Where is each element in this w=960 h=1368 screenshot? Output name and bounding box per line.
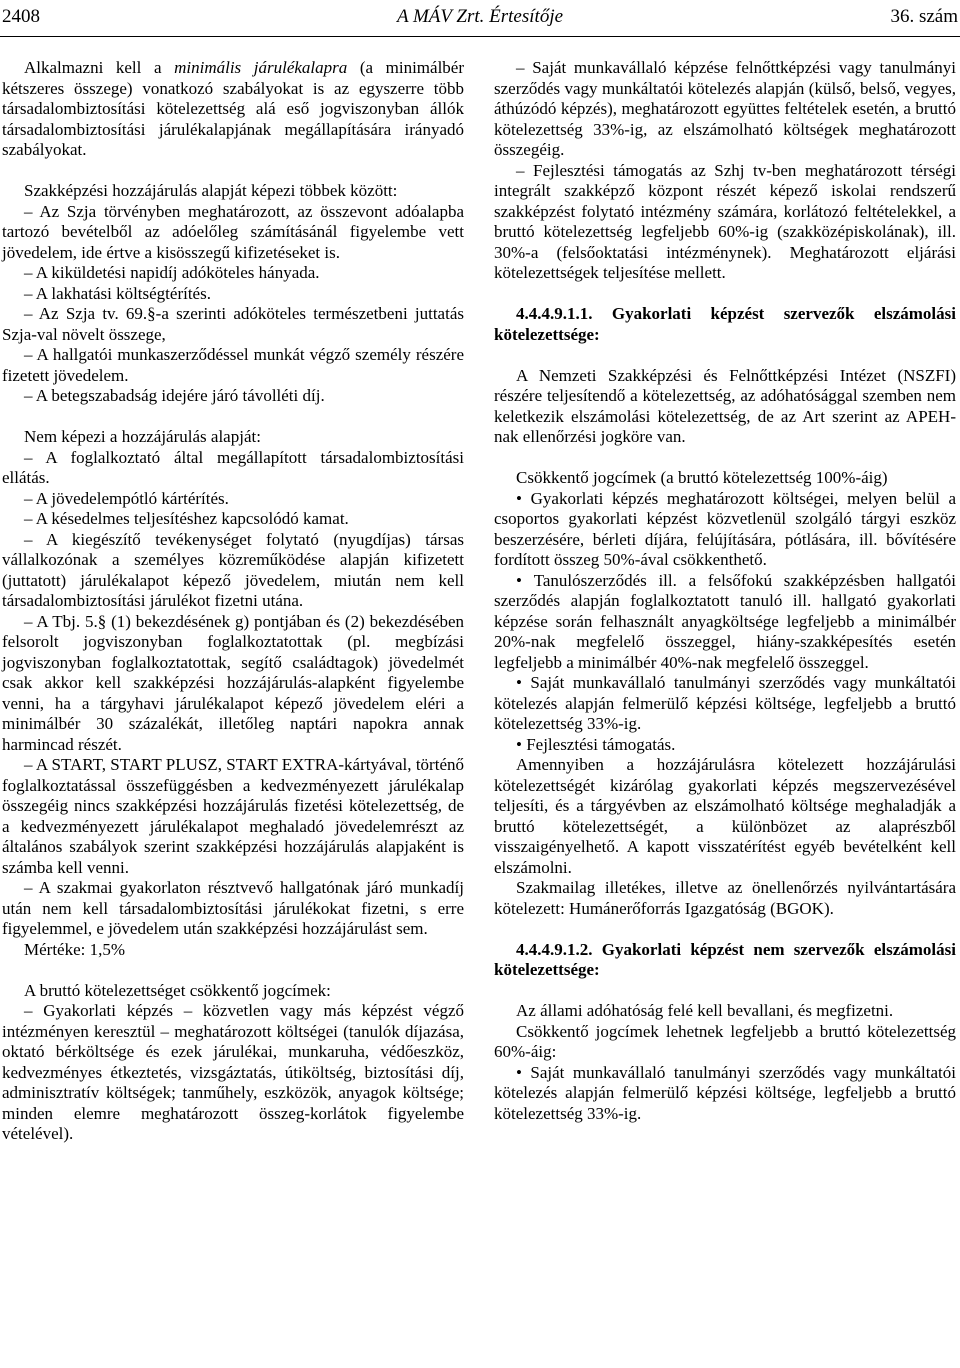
- dash-item: – Gyakorlati képzés – közvetlen vagy más képzést végző intézményen keresztül – meghatározott költségei (tanulók díjazása, oktató bérköltsége és ezek járulékai, munkaruha, védőeszköz, kedvezményes étkeztetés, vizsgáztatás, útiköltség, biztosítási díj, adminisztratív költségek; tanműhely, eszközök, anyagok költsége; minden elemre meghatározott összeg-korlátok figyelembe vételével).: [2, 1001, 464, 1143]
- bullet-item: • Fejlesztési támogatás.: [494, 735, 956, 756]
- dash-item: – A szakmai gyakorlaton résztvevő hallgatónak járó munkadíj után nem kell társadalombiztosítási járulékokat fizetni, s erre figyelemmel, e jövedelem után szakképzési hozzájárulást sem.: [2, 878, 464, 938]
- bullet-item: • Gyakorlati képzés meghatározott költségei, melyen belül a csoportos gyakorlati képzést közvetlenül szolgáló tárgyi eszköz beszerzésére, bérleti díjára, felújítására, pótlására, ill. bővítésére fordított összeg 50%-ával csökkenthető.: [494, 489, 956, 571]
- right-column: [494, 58, 956, 1124]
- page-header: [0, 0, 960, 37]
- dash-item: – Az Szja törvényben meghatározott, az összevont adóalapba tartozó bevételből az adóelőleg számításánál figyelembe vett jövedelem, ide értve a kisösszegű kifizetéseket is.: [2, 201, 464, 262]
- dash-item: – A kiküldetési napidíj adóköteles hányada.: [24, 263, 320, 282]
- text-run: (a minimálbér kétszeres összege) vonatkozó szabályokat is az egyszerre több társadalombiztosítási kötelezettség alá eső jogviszonyban állók társadalombiztosítási járulékalapjának megállapítására irányadó szabályokat.: [2, 58, 464, 159]
- dash-item: – A lakhatási költségtérítés.: [24, 283, 211, 303]
- bullet-item: • Tanulószerződés ill. a felsőfokú szakképzésben hallgatói szerződés alapján foglalkoztatott tanuló ill. hallgató gyakorlati képzése során felhasznált anyagköltsége legfeljebb a minimálbér 20%-nak megfelelő összeggel, hiány-szakképesítés esetén legfeljebb a minimálbér 40%-nak megfelelő összeggel.: [494, 571, 956, 674]
- section-heading: 4.4.4.9.1.1. Gyakorlati képzést szervezők elszámolási kötelezettsége:: [494, 304, 956, 344]
- bullet-item: • Saját munkavállaló tanulmányi szerződés vagy munkáltatói kötelezés alapján felmerülő képzési költsége, legfeljebb a bruttó kötelezettség 33%-ig.: [494, 1063, 956, 1125]
- dash-item: – A START, START PLUSZ, START EXTRA-kártyával, történő foglalkoztatással összefüggésben a kedvezményezett járulékalap összegéig nincs szakképzési hozzájárulás fizetési kötelezettség, de a kedvezményezett járulékalapot meghaladó jövedelemrészt az általános szabályok szerint szakképzési hozzájárulás alapjaként is számba kell venni.: [2, 755, 464, 877]
- paragraph: Nem képezi a hozzájárulás alapját:: [24, 427, 261, 446]
- dash-item: – A betegszabadság idejére járó távolléti díj.: [24, 386, 325, 405]
- dash-item: – Saját munkavállaló képzése felnőttképzési vagy tanulmányi szerződés vagy munkáltatói kötelezés alapján (külső, belső, vegyes, áthúzódó képzés), meghatározott együttes feltételek esetén, a bruttó kötelezettség 33%-ig, az elszámolható költségek meghatározott összegéig.: [494, 58, 956, 159]
- dash-item: – Az Szja tv. 69.§-a szerinti adóköteles természetbeni juttatás Szja-val növelt összege,: [2, 304, 464, 344]
- dash-item: – A hallgatói munkaszerződéssel munkát végző személy részére fizetett jövedelem.: [2, 345, 464, 385]
- paragraph: Amennyiben a hozzájárulásra kötelezett hozzájárulási kötelezettségét kizárólag gyakorlati képzés megszervezésével teljesíti, és a tárgyévben az elszámolható költsége meghaladják a bruttó kötelezettségét, a különbözet az alaprészből visszaigényelhető. A kapott visszatérítést egyéb bevételként kell elszámolni.: [494, 755, 956, 877]
- journal-title: A MÁV Zrt. Értesítője: [396, 6, 564, 27]
- left-column: [2, 58, 464, 1145]
- dash-item: – A jövedelempótló kártérítés.: [24, 488, 229, 508]
- dash-item: – A kiegészítő tevékenységet folytató (nyugdíjas) társas vállalkozónak a személyes közreműködése alapján kifizetett (juttatott) járulékalapot képező jövedelem, miután nem kell társadalombiztosítási járulékot fizetni utána.: [2, 529, 464, 610]
- issue-number: 36. szám: [890, 6, 958, 27]
- text-run: Alkalmazni kell a: [24, 58, 175, 77]
- paragraph: A Nemzeti Szakképzési és Felnőttképzési Intézet (NSZFI) részére teljesítendő a kötelezettség, az adóhatósággal szemben nem keletkezik elszámolási kötelezettség, de az Art szerint az APEH-nak ellenőrzési jogköre van.: [494, 365, 956, 446]
- paragraph: Csökkentő jogcímek (a bruttó kötelezettség 100%-áig): [516, 468, 888, 487]
- dash-item: – A Tbj. 5.§ (1) bekezdésének g) pontjában és (2) bekezdésében felsorolt jogviszonyban foglalkoztatottak (pl. megbízási jogviszonyban foglalkoztatottak, segítő családtagok) jövedelmét csak akkor kell szakképzési hozzájárulás-alapként figyelembe venni, ha a tárgyhavi járulékalapot képező jövedelem eléri a minimálbér 30 százalékát, illetőleg naptári napokra annak harmincad részét.: [2, 611, 464, 754]
- bullet-item: • Saját munkavállaló tanulmányi szerződés vagy munkáltatói kötelezés alapján felmerülő képzési költsége, legfeljebb a bruttó kötelezettség 33%-ig.: [494, 673, 956, 735]
- paragraph: Csökkentő jogcímek lehetnek legfeljebb a bruttó kötelezettség 60%-áig:: [494, 1021, 956, 1061]
- emphasis-text: minimális járulékalapra: [174, 58, 348, 77]
- dash-item: – A foglalkoztató által megállapított társadalombiztosítási ellátás.: [2, 447, 464, 487]
- paragraph: Az állami adóhatóság felé kell bevallani, és megfizetni.: [516, 1001, 894, 1020]
- paragraph: Szakképzési hozzájárulás alapját képezi többek között:: [24, 181, 398, 200]
- paragraph: [2, 58, 464, 161]
- dash-item: – A késedelmes teljesítéshez kapcsolódó kamat.: [24, 509, 349, 528]
- paragraph: Szakmailag illetékes, illetve az önellenőrzés nyilvántartására kötelezett: Humánerőforrás Igazgatóság (BGOK).: [494, 878, 956, 918]
- dash-item: – Fejlesztési támogatás az Szhj tv-ben meghatározott térségi integrált szakképző központ részét képező iskolai rendszerű szakképzést folytató intézmény számára, korlátozó feltételekkel, a bruttó kötelezettség legfeljebb 60%-ig (szakközépiskolának), ill. 30%-a (felsőoktatási intézménynek). Meghatározott eljárási kötelezettségek teljesítése mellett.: [494, 160, 956, 282]
- paragraph: A bruttó kötelezettséget csökkentő jogcímek:: [24, 980, 331, 1000]
- page-number: 2408: [2, 6, 40, 27]
- rate-paragraph: Mértéke: 1,5%: [24, 939, 126, 959]
- section-heading: 4.4.4.9.1.2. Gyakorlati képzést nem szervezők elszámolási kötelezettsége:: [494, 939, 956, 979]
